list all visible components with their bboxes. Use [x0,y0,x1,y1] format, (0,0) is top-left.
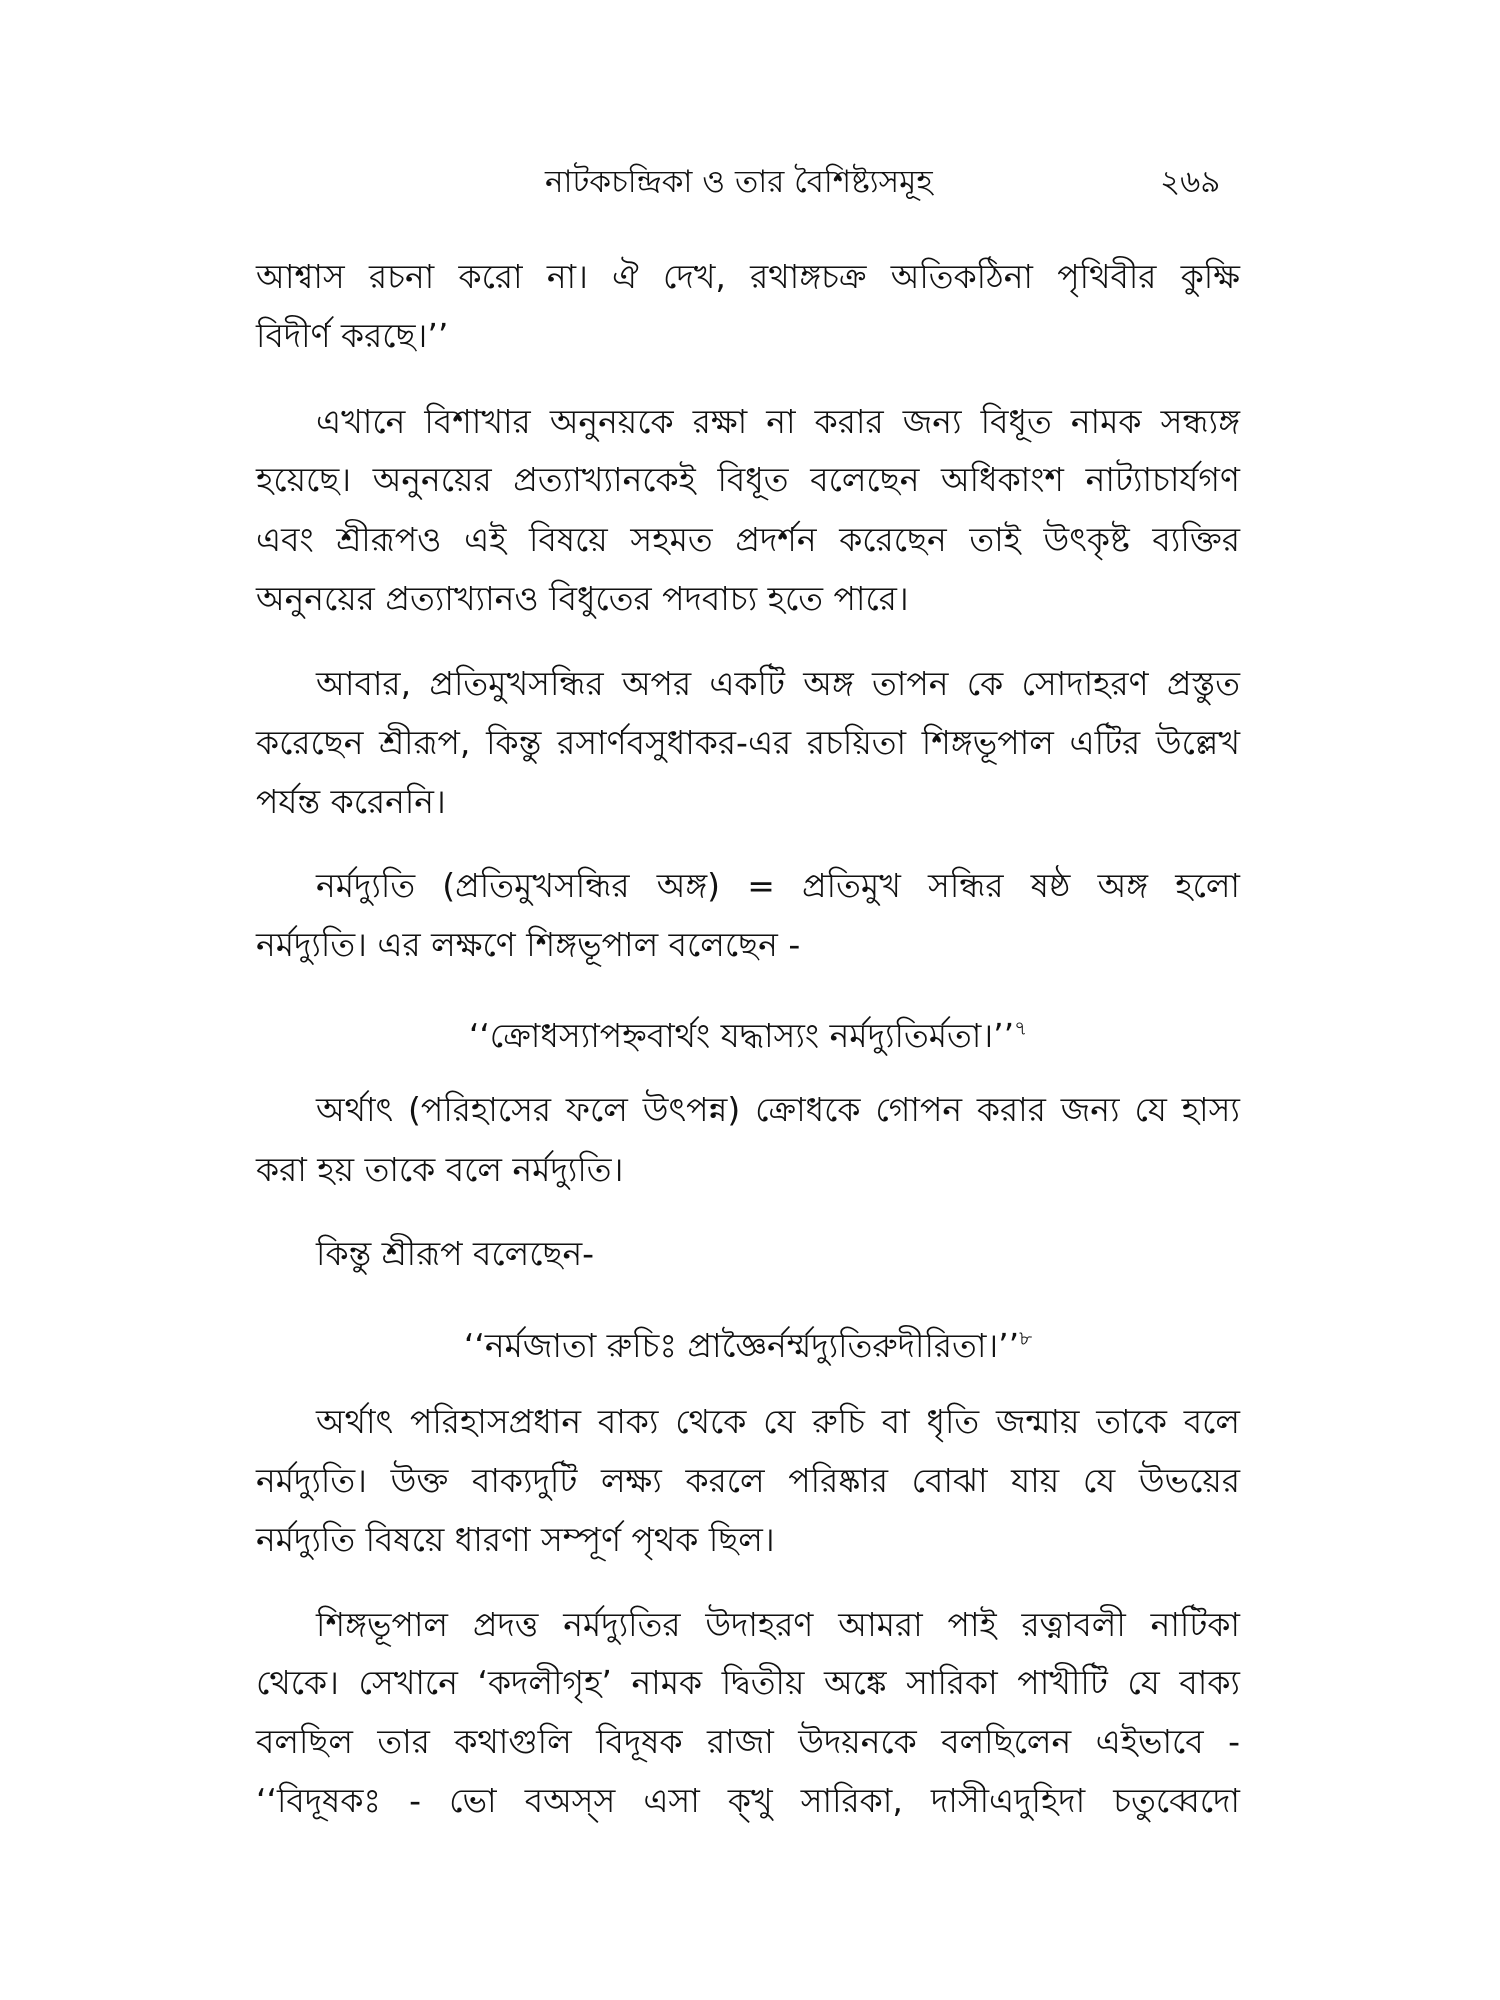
text-line: এবং শ্রীরূপও এই বিষয়ে সহমত প্রদর্শন করেছেন তাই উৎকৃষ্ট ব্যক্তির [256,520,1240,559]
text-line: নর্মদ্যুতি বিষয়ে ধারণা সম্পূর্ণ পৃথক ছিল। [256,1520,775,1559]
footnote-ref: ৮ [1019,1326,1033,1350]
text-line: পর্যন্ত করেননি। [256,782,446,821]
text-line: করেছেন শ্রীরূপ, কিন্তু রসার্ণবসুধাকর-এর রচয়িতা শিঙ্গভূপাল এটির উল্লেখ [256,723,1240,762]
text-line: হয়েছে। অনুনয়ের প্রত্যাখ্যানকেই বিধূত বলেছেন অধিকাংশ নাট্যাচার্যগণ [256,460,1240,499]
sanskrit-quote [256,1006,1240,1058]
text-line: নর্মদ্যুতি। উক্ত বাক্যদুটি লক্ষ্য করলে পরিষ্কার বোঝা যায় যে উভয়ের [256,1461,1240,1500]
text-line: অর্থাৎ পরিহাসপ্রধান বাক্য থেকে যে রুচি বা ধৃতি জন্মায় তাকে বলে [316,1402,1240,1441]
text-line: অর্থাৎ (পরিহাসের ফলে উৎপন্ন) ক্রোধকে গোপন করার জন্য যে হাস্য [316,1090,1240,1129]
sanskrit-quote [256,1316,1240,1368]
text-line: কিন্তু শ্রীরূপ বলেছেন- [316,1234,595,1273]
quote-text: ‘‘নর্মজাতা রুচিঃ প্রাজ্ঞৈর্নর্ম্মদ্যুতিরুদীরিতা।’’ [463,1326,1020,1365]
page-number: ২৬৯ [1160,164,1221,200]
text-line: অনুনয়ের প্রত্যাখ্যানও বিধুতের পদবাচ্য হতে পারে। [256,579,909,618]
text-line: থেকে। সেখানে ‘কদলীগৃহ’ নামক দ্বিতীয় অঙ্কে সারিকা পাখীটি যে বাক্য [256,1663,1240,1702]
text-line: আশ্বাস রচনা করো না। ঐ দেখ, রথাঙ্গচক্র অতিকঠিনা পৃথিবীর কুক্ষি [256,257,1240,296]
text-line: নর্মদ্যুতি। এর লক্ষণে শিঙ্গভূপাল বলেছেন - [256,925,801,964]
running-header-title: নাটকচন্দ্রিকা ও তার বৈশিষ্ট্যসমূহ [545,164,933,200]
text-line: শিঙ্গভূপাল প্রদত্ত নর্মদ্যুতির উদাহরণ আমরা পাই রত্নাবলী নাটিকা [316,1605,1240,1644]
text-line: নর্মদ্যুতি (প্রতিমুখসন্ধির অঙ্গ) = প্রতিমুখ সন্ধির ষষ্ঠ অঙ্গ হলো [316,866,1240,905]
text-line: বলছিল তার কথাগুলি বিদূষক রাজা উদয়নকে বলছিলেন এইভাবে - [256,1722,1240,1761]
text-line: করা হয় তাকে বলে নর্মদ্যুতি। [256,1150,624,1189]
quote-text: ‘‘ক্রোধস্যাপহ্নবার্থং যদ্ধাস্যং নর্মদ্যুতির্মতা।’’ [468,1016,1015,1055]
text-line: বিদীর্ণ করছে।’’ [256,316,449,355]
text-line: আবার, প্রতিমুখসন্ধির অপর একটি অঙ্গ তাপন কে সোদাহরণ প্রস্তুত [316,664,1240,703]
footnote-ref: ৭ [1014,1016,1028,1040]
text-line: এখানে বিশাখার অনুনয়কে রক্ষা না করার জন্য বিধূত নামক সন্ধ্যঙ্গ [316,402,1240,441]
text-line: ‘‘বিদূষকঃ - ভো বঅস্স এসা ক্খু সারিকা, দাসীএদুহিদা চতুব্বেদো [256,1781,1240,1820]
